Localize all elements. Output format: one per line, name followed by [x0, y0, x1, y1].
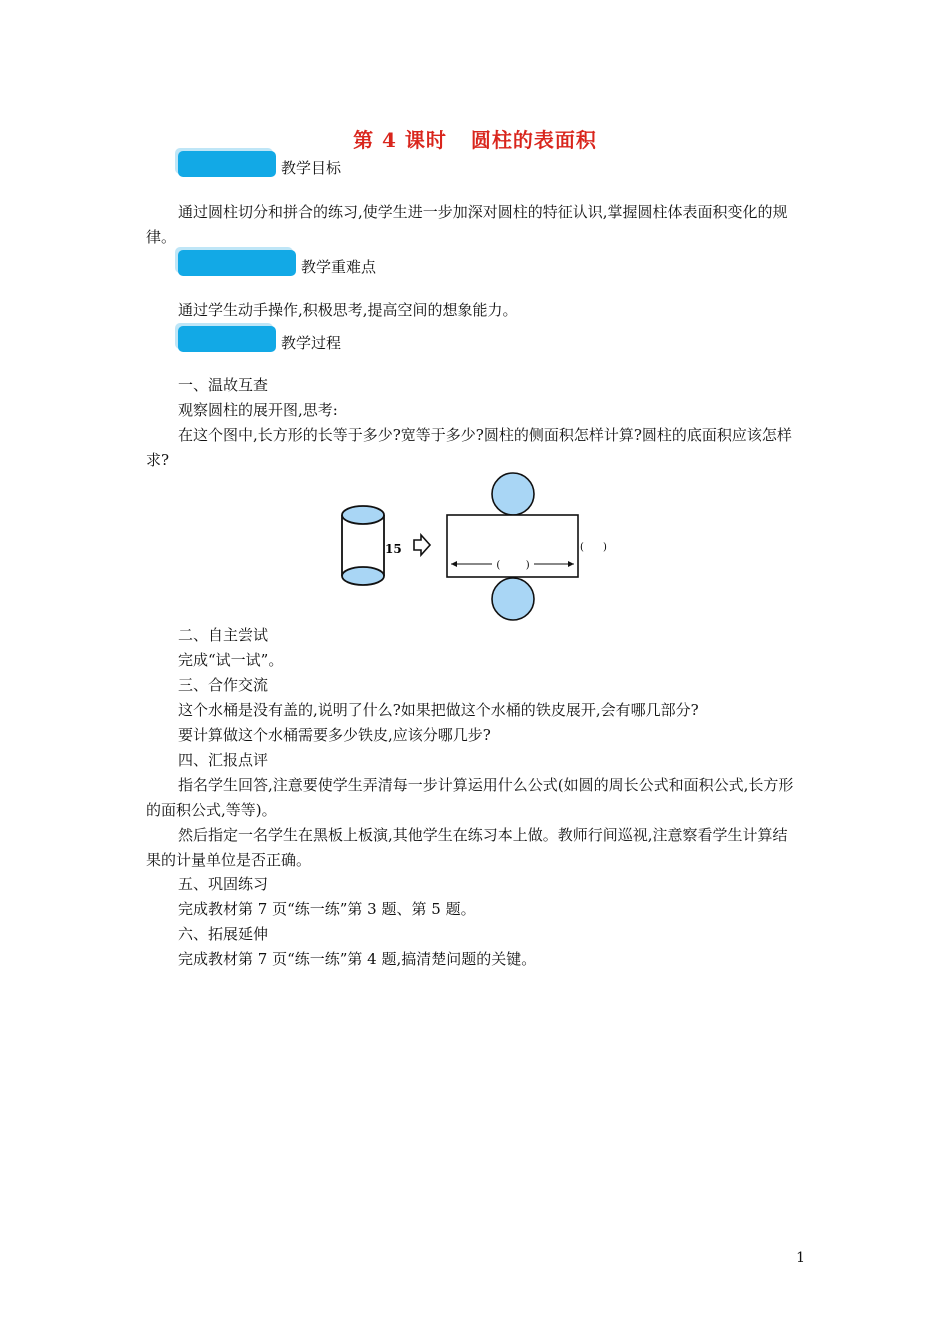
- section-badge: [178, 151, 276, 177]
- key-paragraph: 通过学生动手操作,积极思考,提高空间的想象能力。: [178, 301, 518, 319]
- top-circle: [492, 473, 534, 515]
- cylinder-top: [342, 506, 384, 524]
- section-label: 教学目标: [281, 159, 342, 177]
- step-paragraph: 指名学生回答,注意要使学生弄清每一步计算运用什么公式(如圆的周长公式和面积公式,长方形的面积公式,等等)。: [146, 776, 794, 819]
- lesson-number: 第 4 课时: [353, 128, 447, 152]
- page-title: [0, 124, 950, 153]
- step-text: 完成“试一试”。: [178, 651, 284, 669]
- step-heading-6: 六、拓展延伸: [178, 925, 269, 943]
- cylinder-net-figure: [330, 466, 620, 626]
- length-label: ( ): [496, 560, 530, 571]
- cylinder-bottom: [342, 567, 384, 585]
- cylinder-diagram: [342, 506, 384, 585]
- section-label: 教学重难点: [301, 258, 377, 276]
- section-label: 教学过程: [281, 334, 342, 352]
- goal-paragraph: 通过圆柱切分和拼合的练习,使学生进一步加深对圆柱的特征认识,掌握圆柱体表面积变化的规律。: [146, 203, 788, 246]
- step-text: 这个水桶是没有盖的,说明了什么?如果把做这个水桶的铁皮展开,会有哪几部分?: [178, 701, 699, 719]
- right-arrow-icon: [414, 535, 430, 555]
- step-text: 完成教材第 7 页“练一练”第 3 题、第 5 题。: [178, 900, 476, 918]
- step-heading-5: 五、巩固练习: [178, 875, 269, 893]
- step-heading-3: 三、合作交流: [178, 676, 269, 694]
- section-badge: [178, 250, 296, 276]
- section-badge: [178, 326, 276, 352]
- lesson-title: 圆柱的表面积: [470, 128, 597, 152]
- width-label: ( ): [580, 542, 607, 553]
- step-heading-4: 四、汇报点评: [178, 751, 269, 769]
- step-text: 完成教材第 7 页“练一练”第 4 题,搞清楚问题的关键。: [178, 950, 537, 968]
- bottom-circle: [492, 578, 534, 620]
- net-diagram: [447, 473, 578, 620]
- step-heading-2: 二、自主尝试: [178, 626, 269, 644]
- step-paragraph: 在这个图中,长方形的长等于多少?宽等于多少?圆柱的侧面积怎样计算?圆柱的底面积应该怎样求?: [146, 426, 792, 469]
- height-label: 15: [385, 542, 402, 556]
- step-heading-1: 一、温故互查: [178, 376, 269, 394]
- step-text: 要计算做这个水桶需要多少铁皮,应该分哪几步?: [178, 726, 491, 744]
- step-text: 观察圆柱的展开图,思考:: [178, 401, 338, 419]
- step-paragraph: 然后指定一名学生在黑板上板演,其他学生在练习本上做。教师行间巡视,注意察看学生计算结果的计量单位是否正确。: [146, 826, 788, 869]
- page-number: 1: [796, 1250, 805, 1266]
